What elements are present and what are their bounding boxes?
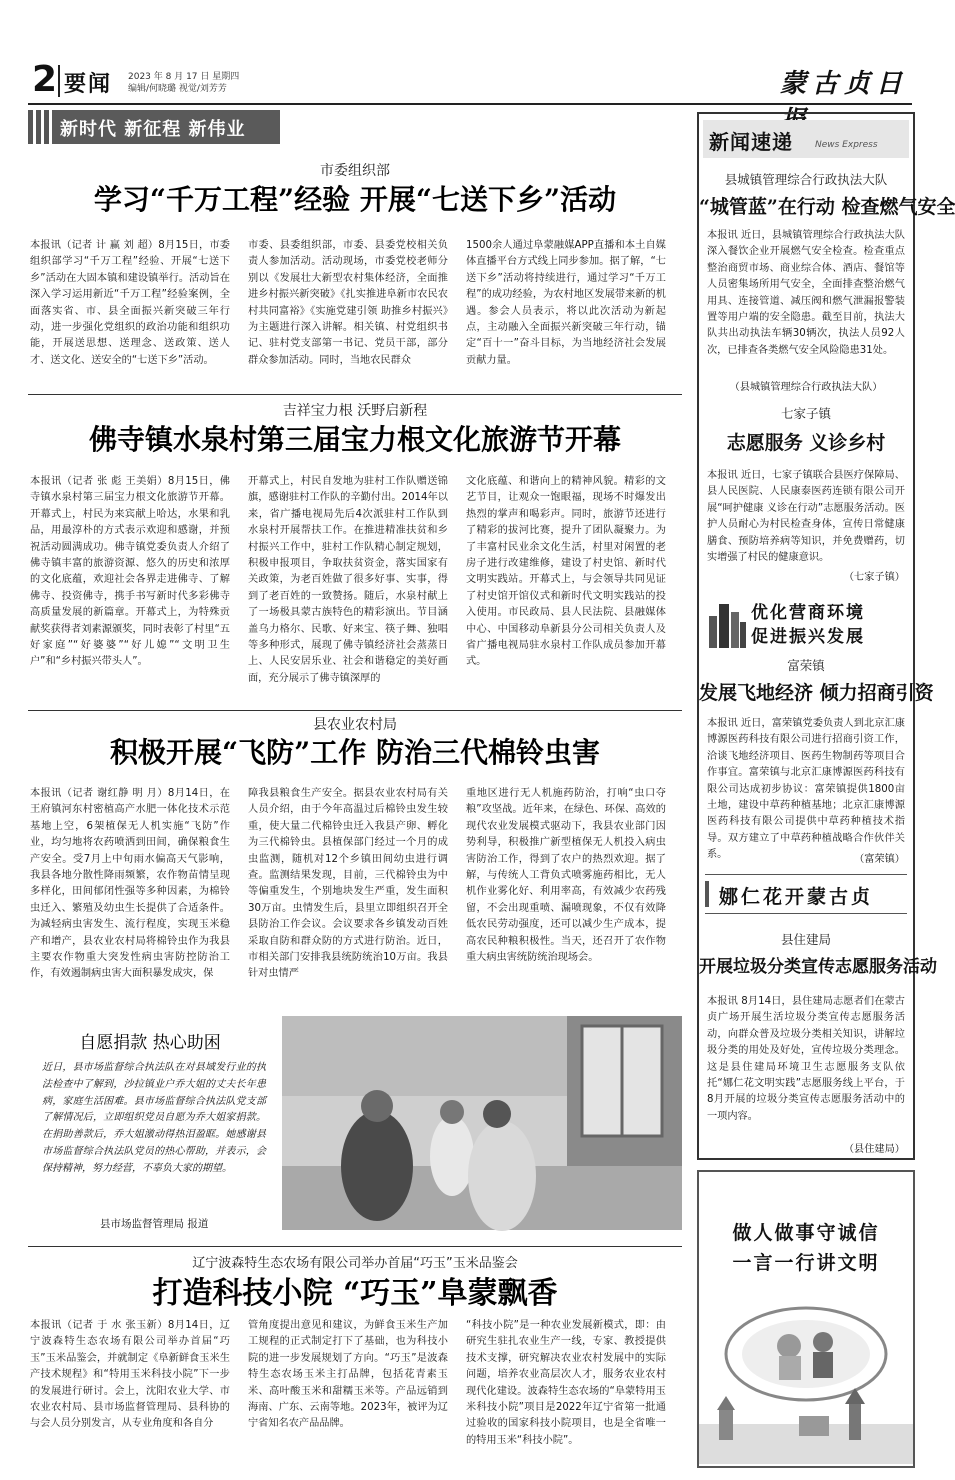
article-4-col-3: “科技小院”是一种农业发展新模式，即：由研究生驻扎农业生产一线，专家、教授提供技术支撑，研究解决农业农村发展中的实际问题，培养农业高层次人才，服务农业农村现代化建设。波森特生态农场的“阜蒙特用玉米科技小院”项目是2022年辽宁省第一批通过验收的国家科技小院项目，也是全省唯一的特用玉米“科技小院”。 <box>466 1320 666 1446</box>
news-express-subtitle: News Express <box>815 140 878 150</box>
feature-byline: 县市场监督管理局 报道 <box>100 1218 209 1230</box>
article-3-col-2: 障我县粮食生产安全。据县农业农村局有关人员介绍，由于今年高温过后棉铃虫发生较重，使大量二代棉铃虫迁入我县产卵、孵化为三代棉铃虫。县植保部门经过一个月的成虫监测，随机对12个乡镇田间幼虫进行调查。监测结果发现，目前，三代棉铃虫为中等偏重发生，个别地块发生严重，发生面积30万亩。虫情发生后，县里立即组织召开全县防治工作会议。会议要求各乡镇发动百姓采取自防和群众防的方式进行防治。近日，市相关部门安排我县统防统治10万亩。我县针对虫情严 <box>248 788 448 980</box>
news-express-header <box>703 120 909 158</box>
photo-scene <box>282 1016 682 1230</box>
poster-illustration <box>699 1284 913 1464</box>
article-1-col-2: 市委、县委组织部，市委、县委党校相关负责人参加活动。活动现场，市委党校老师分别以《发展壮大新型农村集体经济，全面推进乡村振兴新突破》《扎实推进阜新市农民农村共同富裕》《实施党建引领 助推乡村振兴》为主题进行深入讲解。相关镇、村党组织书记、驻村党支部第一书记、党员干部，部分群众参加活动。同时，当地农民群众 <box>248 240 448 366</box>
masthead-rule <box>28 103 912 105</box>
article-2-col-1: 本报讯（记者 张 彪 王美娟）8月15日，佛寺镇水泉村第三届宝力根文化旅游节开幕。开幕式上，村民为来宾献上哈达，水果和乳品，用最淳朴的方式表示欢迎和感谢，并预祝活动圆满成功。佛寺镇党委负责人介绍了佛寺镇丰富的旅游资源、悠久的历史和浓厚的文化底蕴，欢迎社会各界走进佛寺、了解佛寺、投资佛寺，携手书写新时代多彩佛寺高质量发展的新篇章。开幕式上，为特殊贡献奖获得者刘素源颁奖，同时表彰了村里“五好家庭”“好婆婆”“好儿媳”“文明卫生户”和“乡村振兴带头人”。 <box>30 476 230 668</box>
article-1-col-1: 本报讯（记者 计 赢 刘 超）8月15日，市委组织部学习“千万工程”经验、开展“七送下乡”活动在大固本镇和建设镇举行。活动旨在深入学习运用新近“千万工程”经验案例，全面落实省、市、县全面振兴新突破三年行动，进一步强化党组织的政治功能和组织功能，开展送思想、送理念、送政策、送人才、送文化、送安全的“七送下乡”活动。 <box>30 240 230 366</box>
civility-poster <box>697 1170 915 1468</box>
article-4-col-1: 本报讯（记者 于 水 张玉新）8月14日，辽宁波森特生态农场有限公司举办首届“巧玉”玉米品鉴会，并就制定《阜新鲜食玉米生产技术规程》和“特用玉米科技小院”下一步的发展进行研讨。会上，沈阳农业大学、市农业农村局、县市场监督管理局、县科协的与会人员分别发言，从专业角度和各自分 <box>30 1320 230 1430</box>
divider <box>28 394 682 395</box>
sidebar-news-1-kicker: 县城镇管理综合行政执法大队 <box>724 172 888 187</box>
article-3-col-1: 本报讯（记者 谢红静 明 月）8月14日，在王府镇河东村密植高产水肥一体化技术示范基地上空，6架植保无人机实施“飞防”作业，均匀地将农药喷洒到田间，确保粮食生产安全。受7月上中旬雨水偏高天气影响，我县各地分散性降雨频繁，农作物苗情呈现多样化，田间郁闭性强等多种因素，为棉铃虫迁入、繁殖及幼虫生长提供了合适条件。为减轻病虫害发生、流行程度，实现玉米稳产和增产，县农业农村局将棉铃虫作为我县主要农作物重大突发性病虫害防控防治工作，有效遏制病虫害大面积暴发成灾，保 <box>30 788 230 980</box>
article-1-title: 学习“千万工程”经验 开展“七送下乡”活动 <box>93 183 617 216</box>
newspaper-logo: 蒙古贞日 <box>780 69 909 99</box>
feature-title: 自愿捐款 热心助困 <box>79 1033 221 1053</box>
promo-narenhua-text: 娜仁花开蒙古贞 <box>719 886 874 908</box>
sidebar-news-2-title: 志愿服务 义诊乡村 <box>726 432 886 454</box>
sidebar-news-2-body: 本报讯 近日，七家子镇联合县医疗保障局、县人民医院、人民康泰医药连锁有限公司开展“呵护健康 义诊在行动”志愿服务活动。医护人员耐心为村民检查身体，宣传日常健康膳食、预防培养病等知识，并免费赠药，切实增强了村民的健康意识。 <box>707 470 905 564</box>
feature-body: 近日，县市场监督综合执法队在对县域发行业的执法检查中了解到，沙拉镇业户乔大姐的丈夫长年患病，家庭生活困难。县市场监督综合执法队党支部了解情况后，立即组织党员自愿为乔大姐家捐款。在捐助善款后，乔大姐激动得热泪盈眶。她感谢县市场监督综合执法队党员的热心帮助，并表示，会保持精神，努力经营，不辜负大家的期望。 <box>42 1062 266 1174</box>
promo-narenhua <box>705 874 907 914</box>
page-number: 2 <box>32 59 58 100</box>
sidebar-news-4-credit: （县住建局） <box>843 1144 905 1155</box>
date-line: 2023 年 8 月 17 日 星期四 <box>128 72 240 82</box>
article-2-title: 佛寺镇水泉村第三届宝力根文化旅游节开幕 <box>88 423 621 456</box>
sidebar-news-2-kicker: 七家子镇 <box>780 406 831 421</box>
poster-line-1: 做人做事守诚信 <box>732 1222 880 1244</box>
section-name: 要闻 <box>64 72 113 97</box>
article-2-col-2: 开幕式上，村民自发地为驻村工作队赠送锦旗，感谢驻村工作队的辛勤付出。2014年以来，省广播电视局先后4次派驻村工作队到水泉村开展帮扶工作。在推进精准扶贫和乡村振兴工作中，驻村工作队精心制定规划，积极申报项目，争取扶贫资金，落实国家有关政策，为老百姓做了很多好事、实事，得到了老百姓的一致赞扬。随后，水泉村献上了一场极具蒙古族特色的精彩演出。节目涵盖乌力格尔、民歌、好来宝、筷子舞、独唱等多种形式，展现了佛寺镇经济社会蒸蒸日上、人民安居乐业、社会和谐稳定的美好画面，充分展示了佛寺镇深厚的 <box>248 476 448 684</box>
sidebar-news-3-title: 发展飞地经济 倾力招商引资 <box>699 682 934 704</box>
sidebar-news-1-body: 本报讯 近日，县城镇管理综合行政执法大队深入餐饮企业开展燃气安全检查。检查重点整治商贸市场、商业综合体、酒店、餐馆等人员密集场所用气安全，全面排查整治燃气用具、连接管道、减压阀和燃气泄漏报警装置等用户端的安全隐患。截至目前，执法大队共出动执法车辆30辆次，执法人员92人次，已排查各类燃气安全风险隐患31处。 <box>707 230 905 356</box>
editor-line: 编辑/何晓璐 视觉/刘芳芳 <box>128 84 227 94</box>
sidebar-news-4-title: 开展垃圾分类宣传志愿服务活动 <box>699 957 937 977</box>
divider <box>28 710 682 711</box>
feature-box <box>30 1016 682 1244</box>
article-4-title: 打造科技小院 “巧玉”阜蒙飘香 <box>152 1276 558 1311</box>
feature-photo <box>282 1016 682 1230</box>
promo-line-2: 促进振兴发展 <box>751 627 865 647</box>
article-3-title: 积极开展“飞防”工作 防治三代棉铃虫害 <box>110 736 600 769</box>
article-1-col-3: 1500余人通过阜蒙融媒APP直播和本土自媒体直播平台方式线上同步参加。据了解，“七送下乡”活动将持续进行，通过学习“千万工程”的成功经验，为农村地区发展带来新的机遇。参会人员表示，将以此次活动为新起点，主动融入全面振兴新突破三年行动，锚定“百十一”奋斗目标，为当地经济社会发展贡献力量。 <box>466 240 666 366</box>
sidebar-news-4-kicker: 县住建局 <box>780 932 831 947</box>
article-1-kicker: 市委组织部 <box>320 163 390 179</box>
sidebar-news-4-body: 本报讯 8月14日，县住建局志愿者们在蒙古贞广场开展生活垃圾分类宣传志愿服务活动，向群众普及垃圾分类相关知识，讲解垃圾分类的用处及好处，宣传垃圾分类理念。这是县住建局环境卫生志愿服务支队依托“娜仁花文明实践”志愿服务线上平台，于8月开展的垃圾分类宣传志愿服务活动中的一项内容。 <box>707 996 905 1122</box>
divider <box>28 1246 682 1247</box>
sidebar-news-3-kicker: 富荣镇 <box>787 658 825 673</box>
banner-text: 新时代 新征程 新伟业 <box>60 119 246 140</box>
article-4-col-2: 管角度提出意见和建议，为鲜食玉米生产加工规程的正式制定打下了基础，也为科技小院的进一步发展规划了方向。“巧玉”是波森特生态农场玉米主打品牌，包括花青素玉米、高叶酸玉米和甜糯玉米等。产品远销到海南、广东、云南等地。2023年，被评为辽宁省知名农产品品牌。 <box>248 1320 448 1430</box>
sidebar-news-1-credit: （县城镇管理综合行政执法大队） <box>729 382 883 393</box>
article-2-col-3: 文化底蕴、和谐向上的精神风貌。精彩的文艺节目，让观众一饱眼福，现场不时爆发出热烈的掌声和喝彩声。同时，旅游节还进行了精彩的拔河比赛，提升了团队凝聚力。为了丰富村民业余文化生活，村里对闲置的老房子进行改建维修，建设了村史馆、新时代文明实践站。开幕式上，与会领导共同见证了村史馆开馆仪式和新时代文明实践站的投入使用。市民政局、县人民法院、县融媒体中心、中国移动阜新县分公司相关负责人及省广播电视局驻水泉村工作队成员参加开幕式。 <box>466 476 666 668</box>
promo-line-1: 优化营商环境 <box>751 603 865 623</box>
sidebar-news-1-title: “城管蓝”在行动 检查燃气安全 <box>699 196 955 218</box>
promo-business-environment <box>705 592 907 650</box>
news-express-title: 新闻速递 <box>709 130 793 154</box>
sidebar-news-3-credit: （富荣镇） <box>854 854 905 865</box>
theme-banner <box>28 110 280 144</box>
article-2-kicker: 吉祥宝力根 沃野启新程 <box>282 403 428 419</box>
article-4-kicker: 辽宁波森特生态农场有限公司举办首届“巧玉”玉米品鉴会 <box>192 1256 518 1271</box>
masthead <box>28 59 912 103</box>
sidebar-news-3-body: 本报讯 近日，富荣镇党委负责人到北京汇康博源医药科技有限公司进行招商引资工作，洽谈飞地经济项目、医药生物制药等项目合作事宜。富荣镇与北京汇康博源医药科技有限公司达成初步协议：富荣镇提供1800亩土地，建设中草药种植基地；北京汇康博源医药科技有限公司提供中草药种植技术指导。双方建立了中草药种植战略合作伙伴关系。 <box>707 718 905 861</box>
article-3-kicker: 县农业农村局 <box>313 717 397 733</box>
sidebar-news-2-credit: （七家子镇） <box>843 572 905 583</box>
article-3-col-3: 重地区进行无人机施药防治，打响“虫口夺粮”攻坚战。近年来，在绿色、环保、高效的现代农业发展模式驱动下，我县农业部门因势利导，积极推广新型植保无人机投入病虫害防治工作，得到了农户的热烈欢迎。据了解，与传统人工背负式喷雾施药相比，无人机作业雾化好、利用率高，有效减少农药残留，不会出现重喷、漏喷现象，不仅有效降低农民劳动强度，还可以减少生产成本，提高农民种粮积极性。当天，还召开了农作物重大病虫害统防统治现场会。 <box>466 788 666 964</box>
news-express-box <box>697 112 955 1160</box>
city-skyline-icon <box>707 596 747 648</box>
poster-line-2: 一言一行讲文明 <box>732 1252 880 1274</box>
